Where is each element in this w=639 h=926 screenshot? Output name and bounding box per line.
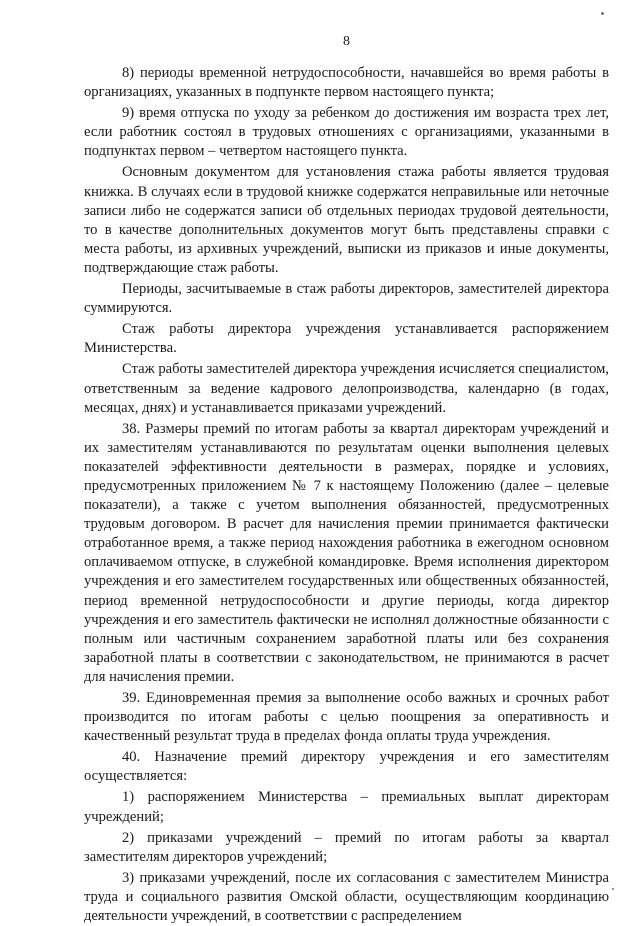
paragraph-39: 39. Единовременная премия за выполнение особо важных и срочных работ производится по итогам работы с целью поощрения за оперативность и качественный результат труда в пределах фонда оплаты труда учреждения. <box>84 690 609 745</box>
scan-speck <box>612 888 614 890</box>
paragraph-40-3: 3) приказами учреждений, после их согласования с заместителем Министра труда и социального развития Омской области, осуществляющим координацию деятельности учреждений, в соответствии с распределением <box>84 869 609 925</box>
scan-speck <box>601 12 604 15</box>
paragraph-8: 8) периоды временной нетрудоспособности, начавшейся во время работы в организациях, указанных в подпункте первом настоящего пункта; <box>84 65 609 101</box>
paragraph-40-1: 1) распоряжением Министерства – премиальных выплат директорам учреждений; <box>84 789 609 825</box>
paragraph-40: 40. Назначение премий директору учреждения и его заместителям осуществляется: <box>84 749 609 785</box>
paragraph-director-service: Стаж работы директора учреждения устанавливается распоряжением Министерства. <box>84 321 609 357</box>
page-number: 8 <box>343 34 350 49</box>
paragraph-main-document: Основным документом для установления стажа работы является трудовая книжка. В случаях если в трудовой книжке содержатся неправильные или неточные записи либо не содержатся записи об отдельных периодах трудовой деятельности, то в качестве дополнительных документов могут быть представлены справки с места работы, из архивных учреждений, выписки из приказов и иные документы, подтверждающие стаж работы. <box>84 164 609 276</box>
paragraph-deputy-service: Стаж работы заместителей директора учреждения исчисляется специалистом, ответственным за ведение кадрового делопроизводства, календарно (в годах, месяцах, днях) и устанавливается приказами учреждений. <box>84 361 609 416</box>
paragraph-9: 9) время отпуска по уходу за ребенком до достижения им возраста трех лет, если работник состоял в трудовых отношениях с организациями, указанными в подпунктах первом – четвертом настоящего пункта. <box>84 105 609 160</box>
paragraph-38: 38. Размеры премий по итогам работы за квартал директорам учреждений и их заместителям устанавливаются по результатам оценки выполнения целевых показателей эффективности деятельности в размерах, порядке и условиях, предусмотренных приложением № 7 к настоящему Положению (далее – целевые показатели), а также с учетом выполнения обязанностей, предусмотренных трудовым договором. В расчет для начисления премии принимается фактически отработанное время, а также период нахождения работника в ежегодном основном оплачиваемом отпуске, в служебной командировке. Время исполнения директором учреждения и его заместителем государственных или общественных обязанностей, период временной нетрудоспособности и другие периоды, когда директор учреждения и его заместитель фактически не исполнял должностные обязанности с полным или частичным сохранением заработной платы или без сохранения заработной платы в соответствии с законодательством, не принимаются в расчет для начисления премии. <box>84 420 609 685</box>
paragraph-40-2: 2) приказами учреждений – премий по итогам работы за квартал заместителям директоров учреждений; <box>84 829 609 865</box>
document-body <box>84 64 609 926</box>
paragraph-periods: Периоды, засчитываемые в стаж работы директоров, заместителей директора суммируются. <box>84 281 609 317</box>
